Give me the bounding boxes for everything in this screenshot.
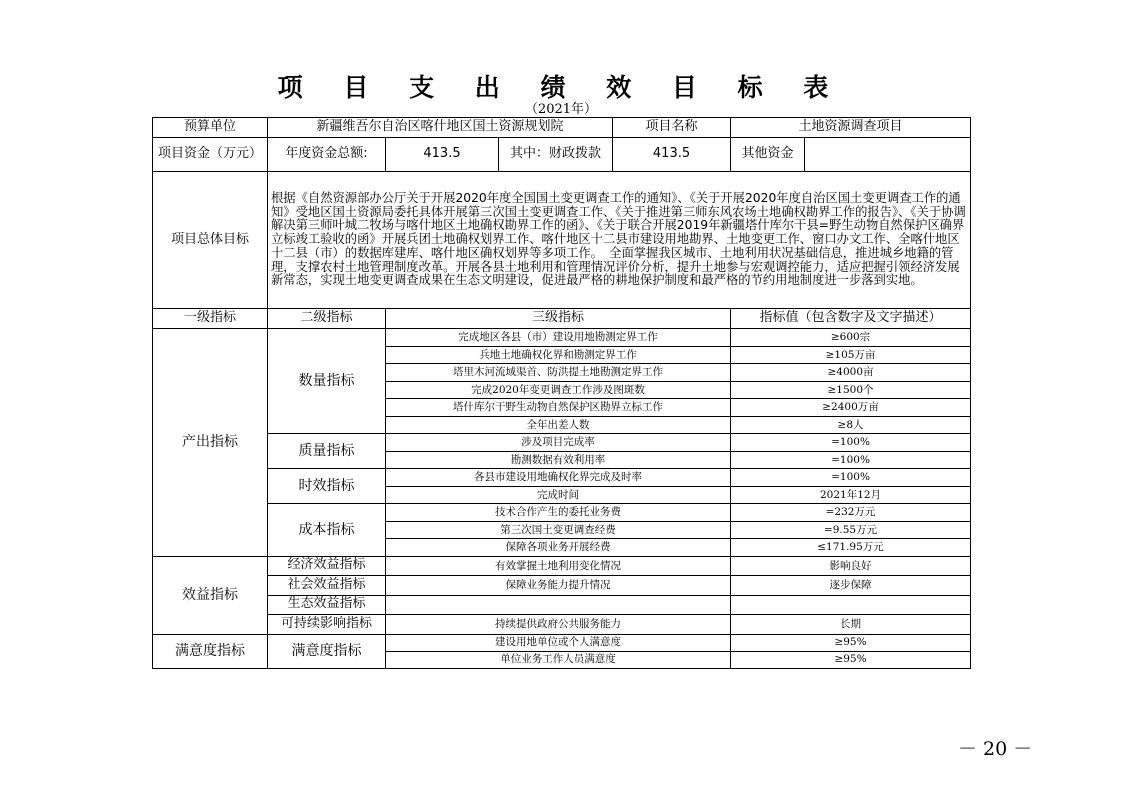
table-row-value: ≥600宗 [731, 329, 971, 347]
annual-funds-value: 413.5 [386, 138, 499, 172]
cost-label: 成本指标 [268, 504, 386, 557]
other-funds-value [805, 138, 971, 172]
benefit-level2: 可持续影响指标 [268, 615, 386, 635]
table-row-indicator: 兵地土地确权化界和勘测定界工作 [386, 346, 731, 364]
table-row-indicator [386, 595, 731, 615]
table-row-indicator: 单位业务工作人员满意度 [386, 651, 731, 668]
table-row-indicator: 第三次国土变更调查经费 [386, 521, 731, 539]
table-row-value: ≥95% [731, 634, 971, 651]
table-row-value: ≥95% [731, 651, 971, 668]
table-row-value: ≥2400万亩 [731, 399, 971, 417]
other-funds-label: 其他资金 [731, 138, 805, 172]
table-row-value: =100% [731, 434, 971, 452]
table-row-value [731, 595, 971, 615]
fiscal-funds-label: 其中：财政拨款 [499, 138, 613, 172]
timeliness-label: 时效指标 [268, 469, 386, 504]
table-row-value: ≥105万亩 [731, 346, 971, 364]
header-level3: 三级指标 [386, 309, 731, 329]
year-subtitle: （2021年） [524, 102, 598, 117]
table-row-value: 逐步保障 [731, 576, 971, 596]
table-row-value: ≤171.95万元 [731, 539, 971, 557]
goal-label: 项目总体目标 [153, 172, 268, 309]
table-row-value: ≥4000亩 [731, 364, 971, 382]
page-title: 项 目 支 出 绩 效 目 标 表 [277, 73, 845, 102]
table-row-indicator: 塔里木河流域渠首、防洪提土地勘测定界工作 [386, 364, 731, 382]
table-row-value: ≥1500个 [731, 381, 971, 399]
project-name-value: 土地资源调查项目 [731, 118, 971, 138]
project-name-label: 项目名称 [613, 118, 731, 138]
table-row-value: =9.55万元 [731, 521, 971, 539]
table-row-indicator: 全年出差人数 [386, 416, 731, 434]
table-row-indicator: 有效掌握土地利用变化情况 [386, 556, 731, 576]
unit-label: 预算单位 [153, 118, 268, 138]
unit-value: 新疆维吾尔自治区喀什地区国土资源规划院 [268, 118, 613, 138]
table-row-value: =232万元 [731, 504, 971, 522]
table-row-indicator: 完成时间 [386, 486, 731, 504]
performance-table [152, 117, 971, 669]
table-row-value: ≥8人 [731, 416, 971, 434]
funds-label: 项目资金（万元） [153, 138, 268, 172]
table-row-value: 影响良好 [731, 556, 971, 576]
benefit-level2: 社会效益指标 [268, 576, 386, 596]
table-row-value: =100% [731, 451, 971, 469]
table-row-indicator: 完成地区各县（市）建设用地勘测定界工作 [386, 329, 731, 347]
output-label: 产出指标 [153, 329, 268, 557]
benefit-label: 效益指标 [153, 556, 268, 634]
table-row-value: 长期 [731, 615, 971, 635]
goal-text: 根据《自然资源部办公厅关于开展2020年度全国国土变更调查工作的通知》、《关于开展2020年度自治区国土变更调查工作的通知》受地区国土资源局委托具体开展第三次国土变更调查工作、《关于推进第三师东风农场土地确权勘界工作的报告》、《关于协调解决第三师叶城二牧场与喀什地区土地确权勘界工作的函》、《关于联合开展2019年新疆塔什库尔干县=野生动物自然保护区确界立标竣工验收的函》开展兵团土地确权划界工作、喀什地区十二县市建设用地勘界、土地变更工作、窗口办文工作、全喀什地区十二县（市）的数据库建库、喀什地区确权划界等多项工作。 全面掌握我区城市、土地利用状况基础信息，推进城乡地籍的管理，支撑农村土地管理制度改革。开展各县土地利用和管理情况评价分析，提升土地参与宏观调控能力，适应把握引领经济发展新常态，实现土地变更调查成果在生态文明建设，促进最严格的耕地保护制度和最严格的节约用地制度进一步落到实地。 [268, 172, 971, 309]
table-row-value: 2021年12月 [731, 486, 971, 504]
table-row-indicator: 保障各项业务开展经费 [386, 539, 731, 557]
header-level1: 一级指标 [153, 309, 268, 329]
table-row-indicator: 完成2020年变更调查工作涉及图斑数 [386, 381, 731, 399]
table-row-indicator: 各县市建设用地确权化界完成及时率 [386, 469, 731, 487]
page-number: － 20 － [958, 738, 1033, 760]
table-row-indicator: 勘测数据有效利用率 [386, 451, 731, 469]
table-row-indicator: 建设用地单位或个人满意度 [386, 634, 731, 651]
satisfaction-level2: 满意度指标 [268, 634, 386, 668]
quantity-label: 数量指标 [268, 329, 386, 434]
benefit-level2: 经济效益指标 [268, 556, 386, 576]
header-value: 指标值（包含数字及文字描述） [731, 309, 971, 329]
fiscal-funds-value: 413.5 [613, 138, 731, 172]
satisfaction-label: 满意度指标 [153, 634, 268, 668]
table-row-value: =100% [731, 469, 971, 487]
table-row-indicator: 技术合作产生的委托业务费 [386, 504, 731, 522]
quality-label: 质量指标 [268, 434, 386, 469]
table-row-indicator: 持续提供政府公共服务能力 [386, 615, 731, 635]
annual-funds-label: 年度资金总额: [268, 138, 386, 172]
table-row-indicator: 塔什库尔干野生动物自然保护区勘界立标工作 [386, 399, 731, 417]
table-row-indicator: 涉及项目完成率 [386, 434, 731, 452]
table-row-indicator: 保障业务能力提升情况 [386, 576, 731, 596]
benefit-level2: 生态效益指标 [268, 595, 386, 615]
header-level2: 二级指标 [268, 309, 386, 329]
